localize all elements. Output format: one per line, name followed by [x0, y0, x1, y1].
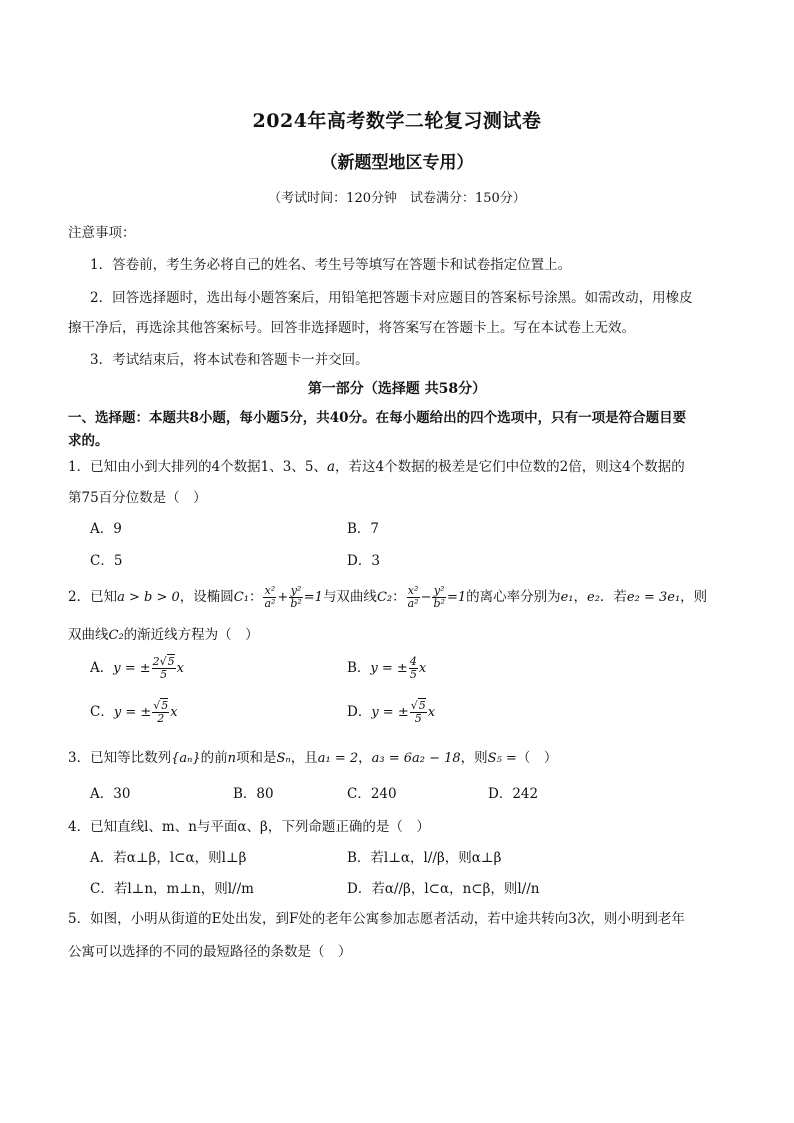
question-2-separator: ，	[573, 589, 588, 605]
part-one-heading: 第一部分（选择题 共58分）	[307, 381, 487, 397]
page-title: 2024年高考数学二轮复习测试卷	[252, 110, 542, 132]
question-1-stem-line-1	[68, 455, 685, 475]
note-item-2-line-2: 擦干净后，再选涂其他答案标号。回答非选择题时，将答案写在答题卡上。写在本试卷上无效。	[68, 320, 635, 336]
option-label: A．	[90, 660, 114, 676]
question-4-option-a: A．若α⊥β，l⊂α，则l⊥β	[90, 850, 247, 866]
question-2-stem-line-2	[68, 623, 259, 643]
question-3-text-5: ，则	[460, 750, 488, 766]
question-1-variable: a	[326, 459, 336, 475]
question-3-sequence: {aₙ}	[171, 751, 201, 766]
question-3-option-b: B．80	[233, 786, 274, 802]
question-1-option-d: D．3	[347, 553, 380, 569]
question-2-ellipse-label: C₁	[233, 590, 249, 605]
question-2-line2-label: C₂	[108, 628, 124, 643]
section-instruction-line-2: 求的。	[68, 433, 109, 449]
question-2-line2-pre: 双曲线	[68, 627, 109, 643]
question-2-e1: e₁	[560, 590, 574, 605]
question-3-text-1: 3．已知等比数列	[68, 750, 172, 766]
question-2-text-6: 的离心率分别为	[466, 589, 561, 605]
question-5-stem-line-2: 公寓可以选择的不同的最短路径的条数是（ ）	[68, 944, 352, 960]
ellipse-equation: $\frac{\text{x²}}{\text{a²}}$ + $\frac{\text{y²}}{\text{b²}}$ =1	[264, 584, 323, 610]
note-item-2-line-1: 2．回答选择题时，选出每小题答案后，用铅笔把答题卡对应题目的答案标号涂黑。如需改动，用橡皮	[90, 290, 693, 306]
question-3-text-3: 项和是	[236, 750, 277, 766]
question-3-sn: Sₙ	[276, 751, 291, 766]
question-3-text-2: 的前	[200, 750, 228, 766]
question-2-line2-post: 的渐近线方程为（ ）	[123, 627, 259, 643]
question-4-option-c: C．若l⊥n，m⊥n，则l//m	[90, 881, 254, 897]
question-3-text-4: ，且	[290, 750, 318, 766]
question-3-separator: ，	[358, 750, 372, 766]
question-2-text-4: 与双曲线	[322, 589, 377, 605]
question-3-n: n	[227, 751, 237, 766]
question-1-text-post: ，若这4个数据的极差是它们中位数的2倍，则这4个数据的	[335, 459, 685, 475]
hyperbola-equation: $\frac{\text{x²}}{\text{a²}}$ − $\frac{\text{y²}}{\text{b²}}$ =1	[407, 584, 467, 610]
note-item-1: 1．答卷前，考生务必将自己的姓名、考生号等填写在答题卡和试卷指定位置上。	[90, 257, 572, 273]
question-3-option-d: D．242	[488, 786, 539, 802]
question-2-condition: a > b > 0	[117, 590, 180, 605]
question-3-text-6: （ ）	[516, 750, 558, 766]
notes-heading: 注意事项：	[68, 225, 136, 241]
question-3-condition-2: a₃ = 6a₂ − 18	[371, 751, 461, 766]
question-3-option-a: A．30	[90, 786, 131, 802]
section-instruction-line-1: 一、选择题：本题共8小题，每小题5分，共40分。在每小题给出的四个选项中，只有一项是符合题目要	[68, 410, 687, 426]
question-3-stem	[68, 746, 557, 766]
question-1-text-pre: 1．已知由小到大排列的4个数据1、3、5、	[68, 459, 327, 475]
option-label: B．	[347, 660, 371, 676]
question-1-option-b: B．7	[347, 521, 380, 537]
question-2-text-8: ，则	[680, 589, 708, 605]
question-3-option-c: C．240	[347, 786, 397, 802]
question-4-option-d: D．若α//β，l⊂α，n⊂β，则l//n	[347, 881, 540, 897]
question-1-stem-line-2: 第75百分位数是（ ）	[68, 490, 207, 506]
question-2-option-d: D．y = ± $\frac{√5}{5}$ x	[347, 699, 436, 725]
question-5-stem-line-1: 5．如图，小明从街道的E处出发，到F处的老年公寓参加志愿者活动，若中途共转向3次，则小明到老年	[68, 911, 685, 927]
question-2-stem-line-1	[68, 585, 707, 610]
question-1-option-a: A．9	[90, 521, 122, 537]
question-2-text-3: ：	[248, 589, 263, 605]
question-2-text-2: ，设椭圆	[179, 589, 234, 605]
question-2-hyperbola-label: C₂	[376, 590, 393, 605]
question-4-option-b: B．若l⊥α，l//β，则α⊥β	[347, 850, 502, 866]
question-2-option-c: C．y = ± $\frac{√5}{2}$ x	[90, 699, 178, 725]
page-subtitle: （新题型地区专用）	[320, 153, 474, 173]
question-2-text-7: ．若	[599, 589, 627, 605]
exam-info: （考试时间：120分钟 试卷满分：150分）	[268, 191, 526, 206]
question-2-text-5: ：	[392, 589, 406, 605]
question-3-s5: S₅ =	[487, 751, 517, 766]
question-3-condition-1: a₁ = 2	[317, 751, 359, 766]
question-2-e2: e₂	[587, 590, 600, 605]
question-1-option-c: C．5	[90, 553, 123, 569]
note-item-3: 3．考试结束后，将本试卷和答题卡一并交回。	[90, 352, 369, 368]
option-label: D．	[347, 704, 372, 720]
question-4-stem: 4．已知直线l、m、n与平面α、β，下列命题正确的是（ ）	[68, 819, 430, 835]
question-2-option-b: B．y = ± $\frac{4}{5}$ x	[347, 655, 427, 681]
question-2-option-a: A．y = ± $\frac{2√5}{5}$ x	[90, 655, 185, 681]
option-label: C．	[90, 704, 114, 720]
question-2-relation: e₂ = 3e₁	[626, 590, 681, 605]
question-2-text-1: 2．已知	[68, 589, 118, 605]
